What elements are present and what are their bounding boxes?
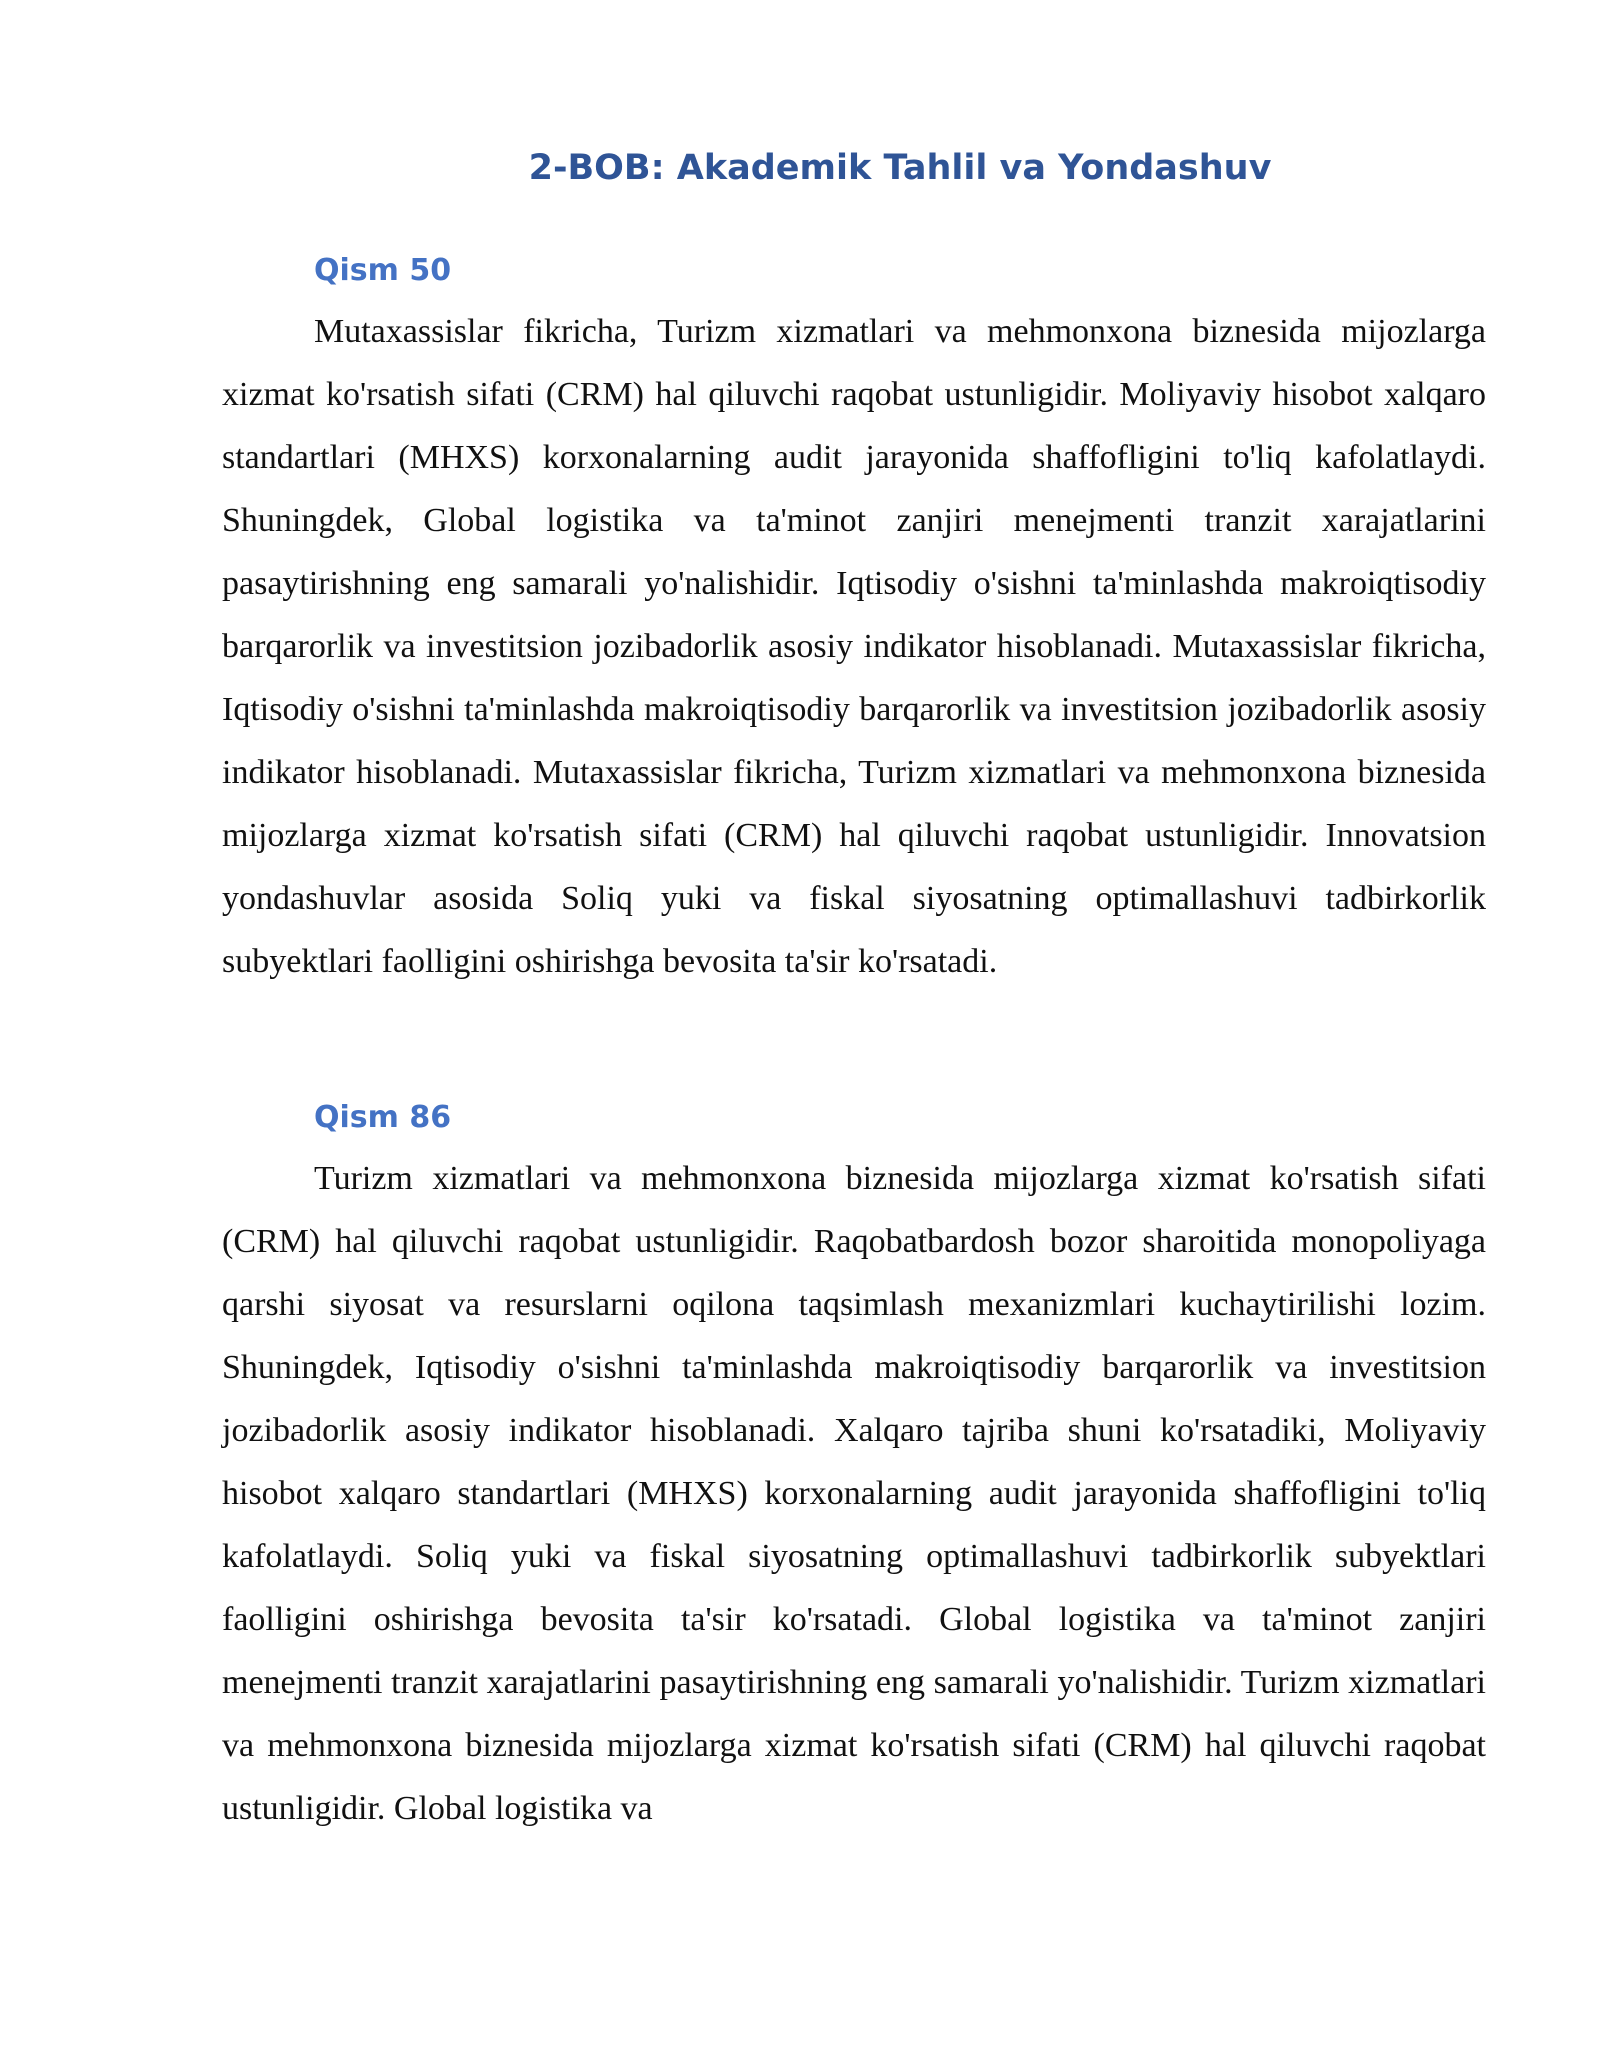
section-paragraph: Mutaxassislar fikricha, Turizm xizmatlari va mehmonxona biznesida mijozlarga xizmat ko'rsatish sifati (CRM) hal qiluvchi raqobat ustunligidir. Moliyaviy hisobot xalqaro standartlari (MHXS) korxonalarning audit jarayonida shaffofligini to'liq kafolatlaydi. Shuningdek, Global logistika va ta'minot zanjiri menejmenti tranzit xarajatlarini pasaytirishning eng samarali yo'nalishidir. Iqtisodiy o'sishni ta'minlashda makroiqtisodiy barqarorlik va investitsion jozibadorlik asosiy indikator hisoblanadi. Mutaxassislar fikricha, Iqtisodiy o'sishni ta'minlashda makroiqtisodiy barqarorlik va investitsion jozibadorlik asosiy indikator hisoblanadi. Mutaxassislar fikricha, Turizm xizmatlari va mehmonxona biznesida mijozlarga xizmat ko'rsatish sifati (CRM) hal qiluvchi raqobat ustunligidir. Innovatsion yondashuvlar asosida Soliq yuki va fiskal siyosatning optimallashuvi tadbirkorlik subyektlari faolligini oshirishga bevosita ta'sir ko'rsatadi. [222,313,1486,980]
section-heading: Qism 50 [314,253,452,288]
chapter-title: 2-BOB: Akademik Tahlil va Yondashuv [528,148,1272,188]
section-heading: Qism 86 [314,1100,452,1135]
section-qism-50 [222,250,1486,993]
section-qism-86 [222,1097,1486,1840]
section-paragraph: Turizm xizmatlari va mehmonxona biznesida mijozlarga xizmat ko'rsatish sifati (CRM) hal qiluvchi raqobat ustunligidir. Raqobatbardosh bozor sharoitida monopoliyaga qarshi siyosat va resurslarni oqilona taqsimlash mexanizmlari kuchaytirilishi lozim. Shuningdek, Iqtisodiy o'sishni ta'minlashda makroiqtisodiy barqarorlik va investitsion jozibadorlik asosiy indikator hisoblanadi. Xalqaro tajriba shuni ko'rsatadiki, Moliyaviy hisobot xalqaro standartlari (MHXS) korxonalarning audit jarayonida shaffofligini to'liq kafolatlaydi. Soliq yuki va fiskal siyosatning optimallashuvi tadbirkorlik subyektlari faolligini oshirishga bevosita ta'sir ko'rsatadi. Global logistika va ta'minot zanjiri menejmenti tranzit xarajatlarini pasaytirishning eng samarali yo'nalishidir. Turizm xizmatlari va mehmonxona biznesida mijozlarga xizmat ko'rsatish sifati (CRM) hal qiluvchi raqobat ustunligidir. Global logistika va [222,1160,1486,1827]
